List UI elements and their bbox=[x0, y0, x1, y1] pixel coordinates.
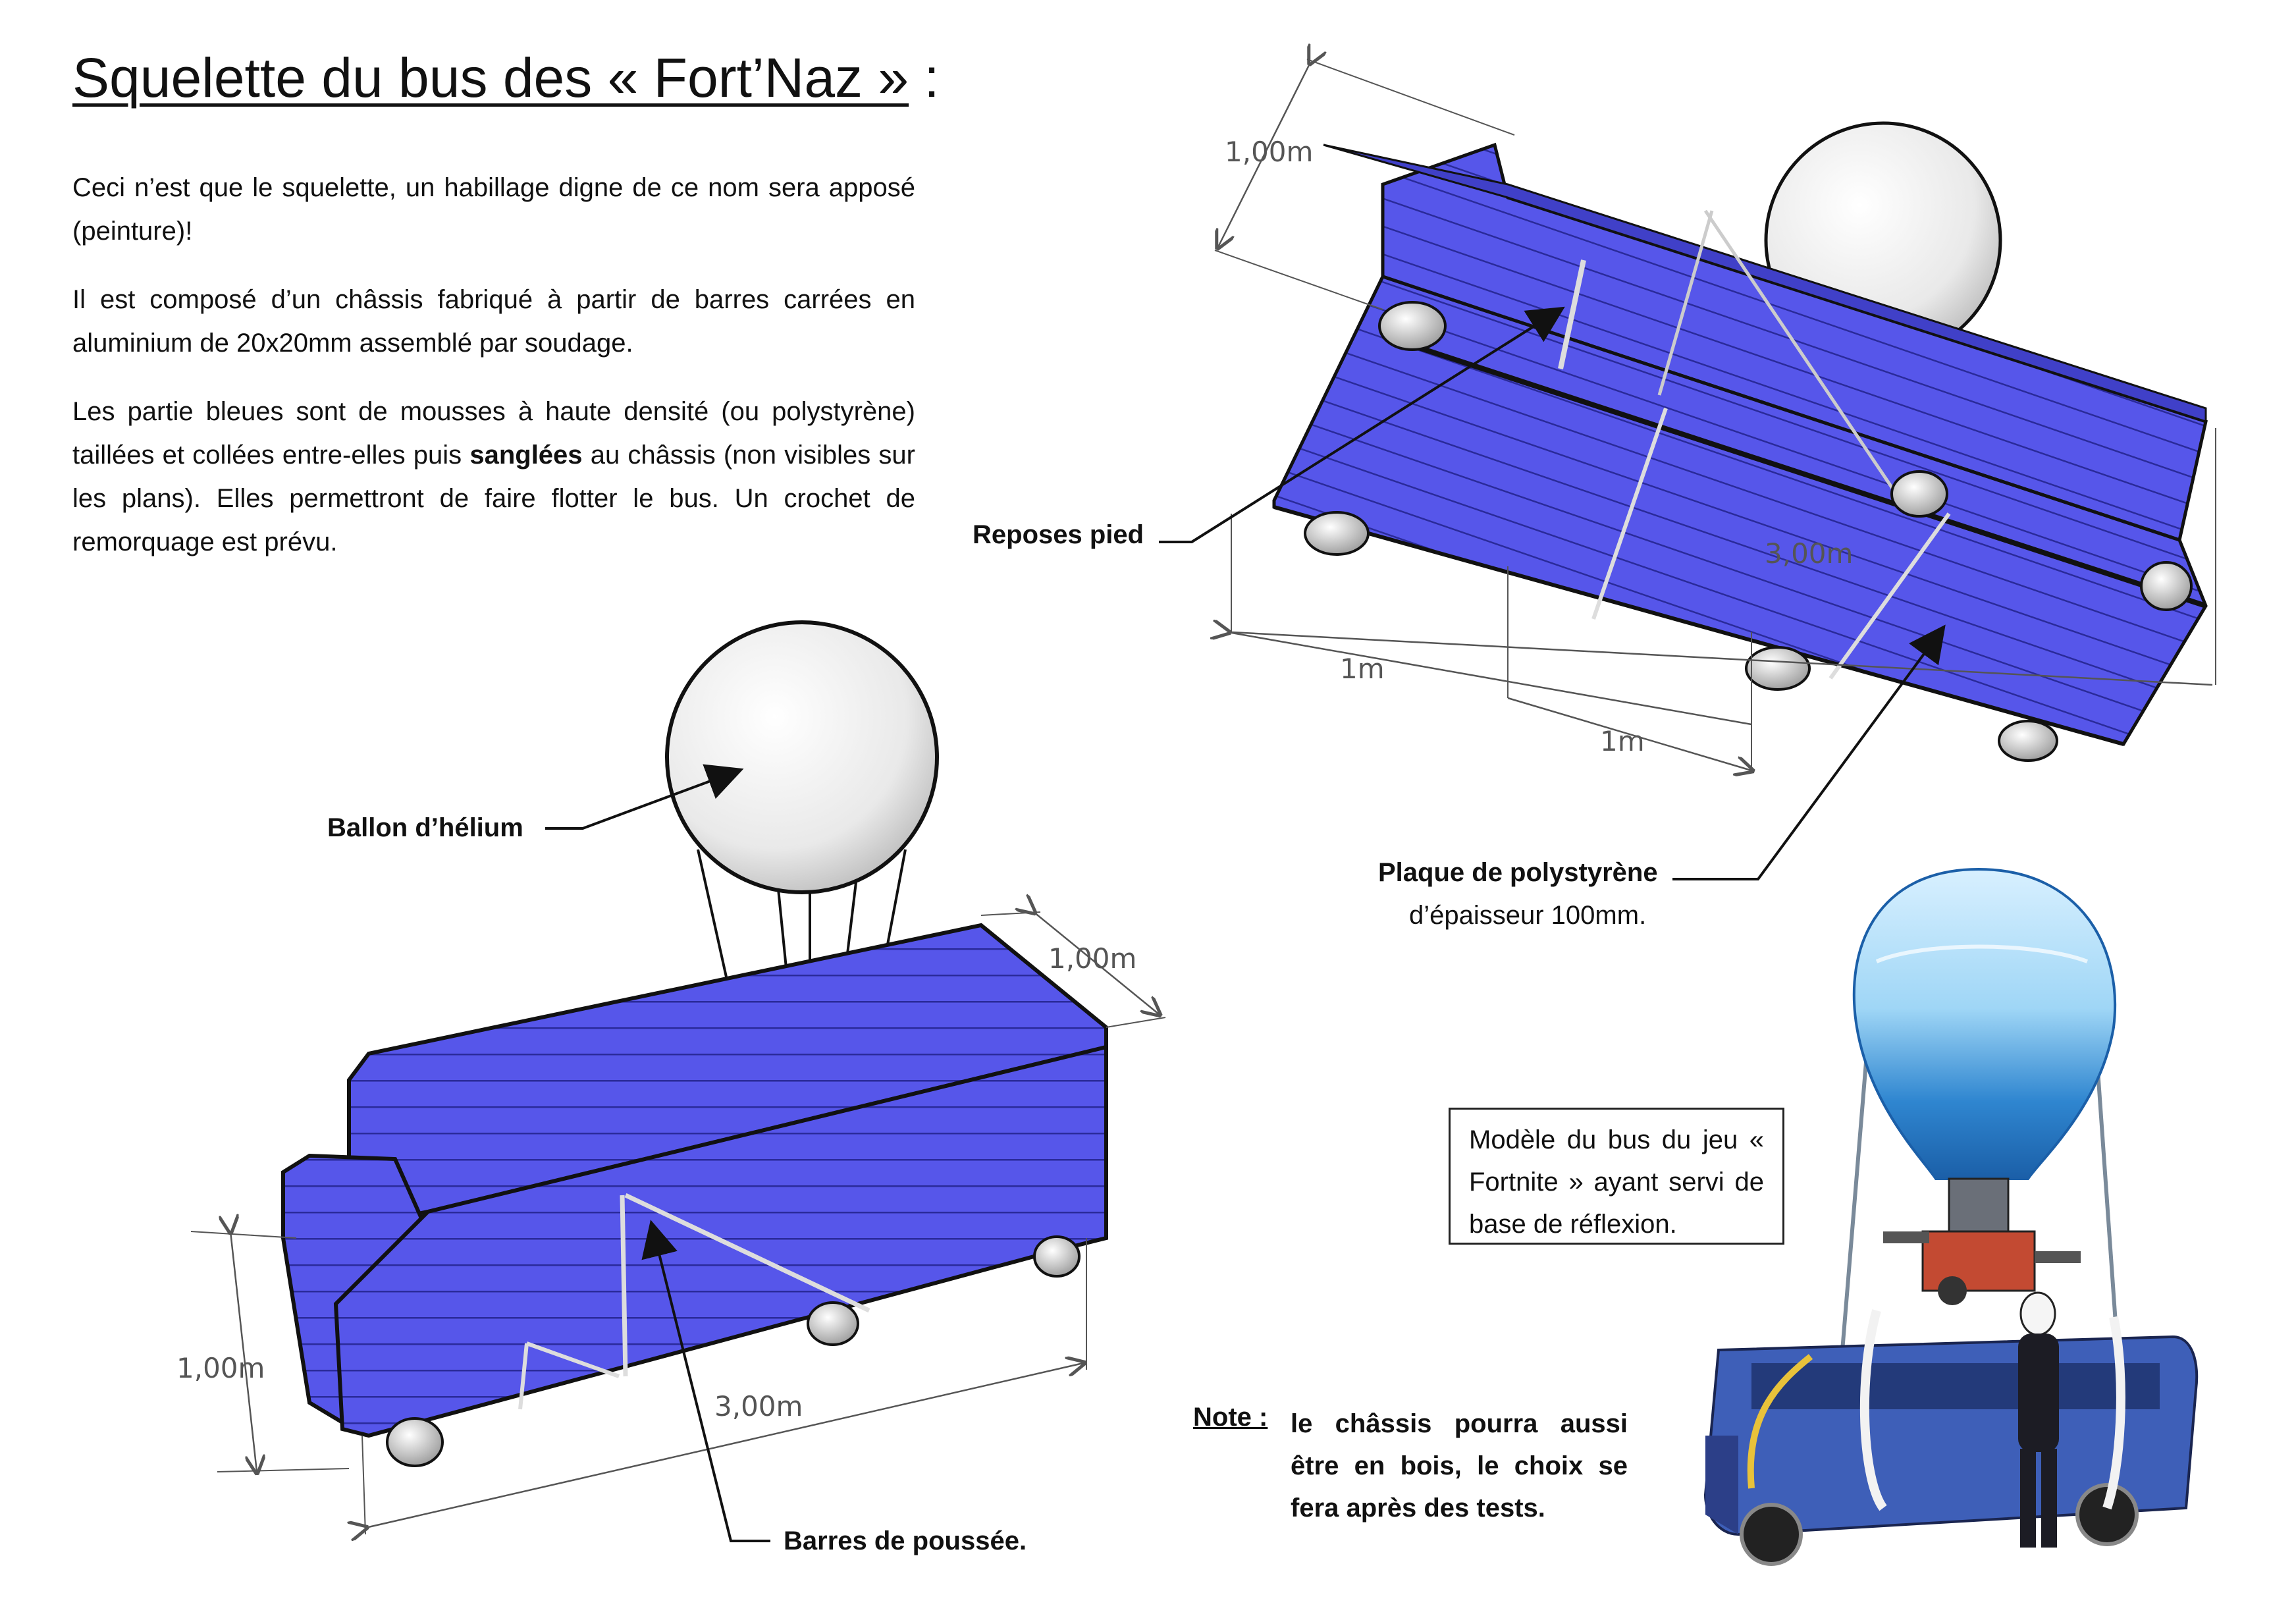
bottom-bus-drawing bbox=[176, 622, 1165, 1534]
dim-bottom-height: 1,00m bbox=[176, 1352, 265, 1384]
dim-top-length: 3,00m bbox=[1765, 537, 1854, 570]
dim-top-seg2: 1m bbox=[1600, 725, 1645, 757]
label-barres-poussee: Barres de poussée. bbox=[784, 1526, 1027, 1555]
dim-bottom-depth: 1,00m bbox=[1048, 942, 1137, 975]
note-text: le châssis pourra aussi être en bois, le choix se fera après des tests. bbox=[1291, 1409, 1628, 1523]
model-reference-box bbox=[1449, 1108, 1784, 1245]
dim-top-seg1: 1m bbox=[1340, 653, 1385, 685]
intro-paragraph-1: Ceci n’est que le squelette, un habillage digne de ce nom sera apposé (peinture)! bbox=[72, 173, 915, 246]
page-title: Squelette du bus des « Fort’Naz » : bbox=[72, 47, 940, 109]
label-reposes-pied: Reposes pied bbox=[973, 520, 1144, 549]
top-bus-drawing bbox=[1215, 59, 2216, 770]
intro-paragraph-3: Les partie bleues sont de mousses à haute densité (ou polystyrène) taillées et collées entre-elles puis sanglées au châssis (non visibles sur les plans). Elles permettront de faire flotter le bus. Un crochet de remorquage est prévu. bbox=[72, 397, 915, 556]
intro-paragraph-2: Il est composé d’un châssis fabriqué à partir de barres carrées en aluminium de 20x20mm assemblé par soudage. bbox=[72, 285, 915, 358]
bottom-balloon bbox=[667, 622, 937, 892]
model-reference-text: Modèle du bus du jeu « Fortnite » ayant servi de base de réflexion. bbox=[1469, 1125, 1764, 1239]
label-plaque-epaisseur: d’épaisseur 100mm. bbox=[1409, 901, 1647, 930]
label-ballon-helium: Ballon d’hélium bbox=[327, 813, 523, 842]
dim-top-height: 1,00m bbox=[1225, 136, 1314, 168]
label-plaque-polystyrene: Plaque de polystyrène bbox=[1378, 858, 1658, 887]
note-label: Note : bbox=[1193, 1403, 1268, 1432]
dim-bottom-length: 3,00m bbox=[714, 1390, 803, 1422]
